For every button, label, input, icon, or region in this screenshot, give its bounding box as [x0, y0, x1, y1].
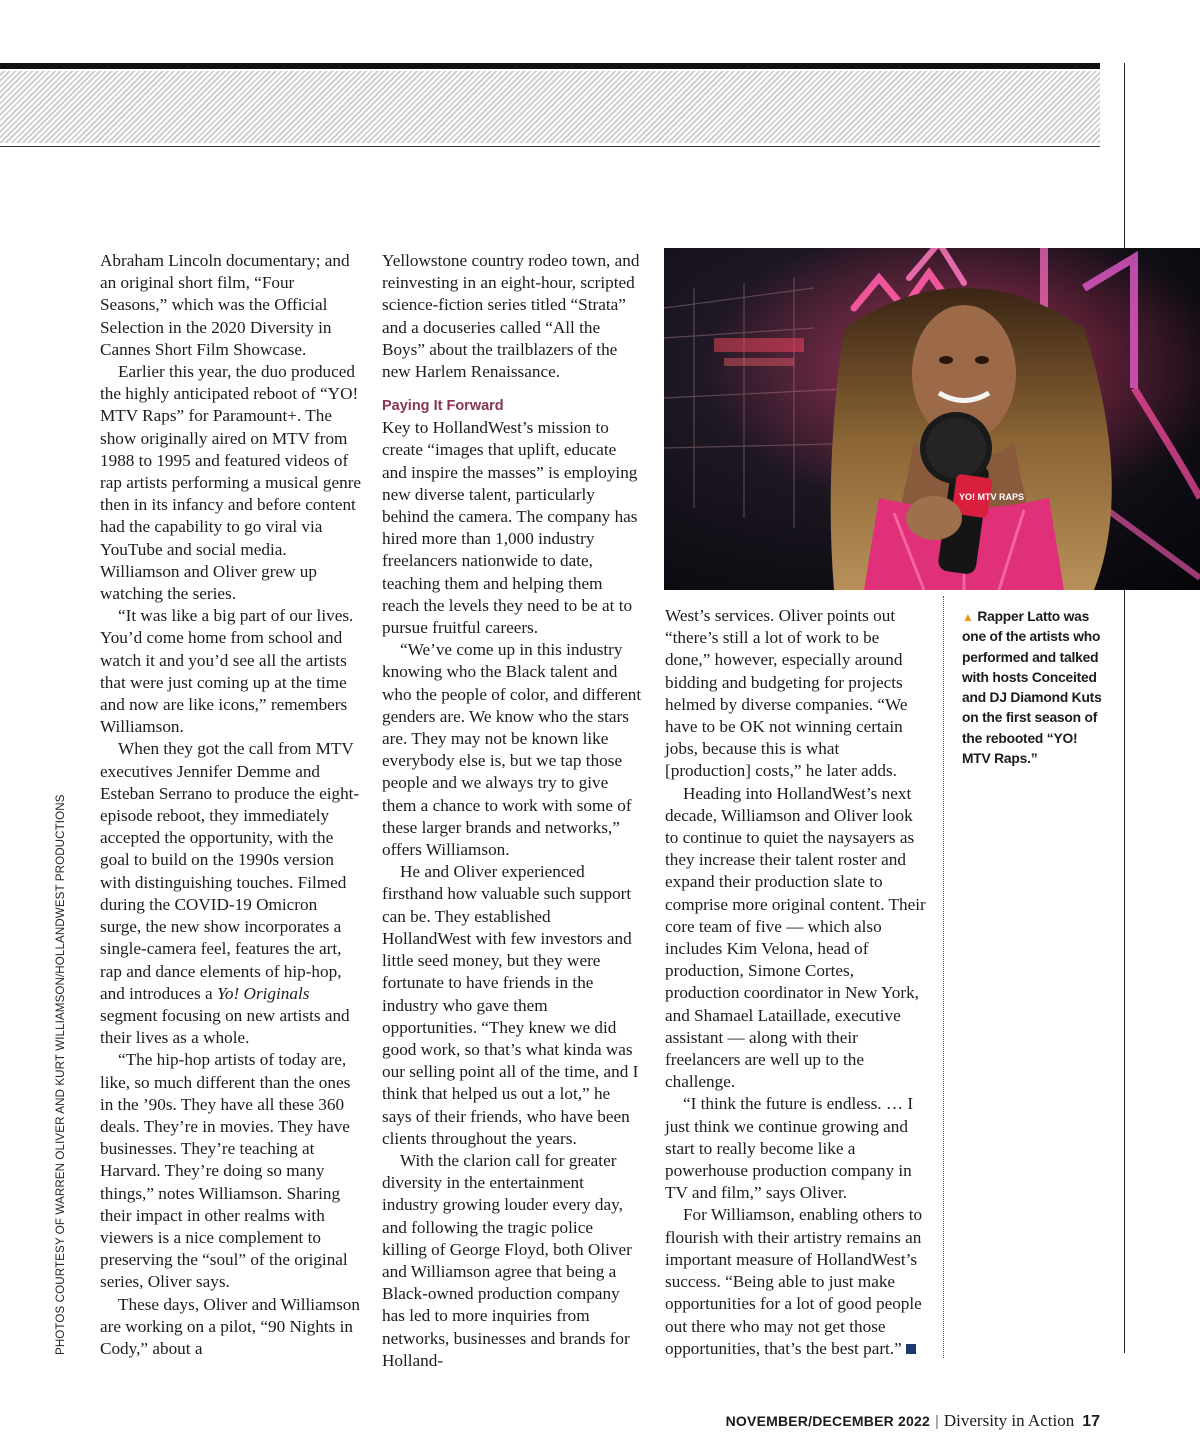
page-footer: [726, 1411, 1100, 1431]
photo-illustration: [664, 248, 1200, 590]
photo-caption: [962, 607, 1102, 769]
paragraph: “We’ve come up in this industry knowing who the Black talent and who the people of color, and different genders are. We know who the stars are. They may not be known like everybody else is, but we tap those people and we always try to give them a chance to work with some of these larger brands and networks,” offers Williamson.: [382, 640, 642, 860]
paragraph: Heading into HollandWest’s next decade, Williamson and Oliver look to continue to quiet the naysayers as they increase their talent roster and expand their production slate to comprise more original content. Their core team of five — which also includes Kim Velona, head of production, Simone Cortes, production coordinator in New York, and Shamael Lataillade, executive assistant — along with their freelancers are well up to the challenge.: [665, 783, 926, 1092]
mic-flag-text: YO! MTV RAPS: [959, 492, 1025, 502]
caption-text: Rapper Latto was one of the artists who performed and talked with hosts Conceited and DJ Diamond Kuts on the first season of the rebooted “YO! MTV Raps.”: [962, 609, 1102, 767]
paragraph: Earlier this year, the duo produced the highly anticipated reboot of “YO! MTV Raps” for Paramount+. The show originally aired on MTV from 1988 to 1995 and featured videos of rap artists performing a musical genre then in its infancy and before content had the capability to go viral via YouTube and social media. Williamson and Oliver grew up watching the series.: [100, 362, 362, 604]
magazine-name: Diversity in Action: [943, 1411, 1075, 1430]
section-subhead: Paying It Forward: [382, 398, 504, 415]
end-mark-icon: [906, 1344, 916, 1354]
article-column-2: [382, 250, 642, 1372]
photo-rapper-latto: [664, 248, 1200, 590]
show-title-italic: Yo! Originals: [216, 983, 310, 1003]
caption-triangle-icon: ▲: [962, 610, 974, 624]
paragraph: West’s services. Oliver points out “there’s still a lot of work to be done,” however, especially around bidding and budgeting for projects helmed by diverse companies. “We have to be OK not winning certain jobs, because this is what [production] costs,” he later adds.: [665, 606, 908, 781]
paragraph: He and Oliver experienced firsthand how valuable such support can be. They established HollandWest with few investors and little seed money, but they were fortunate to have friends in the industry who gave them opportunities. “They knew we did good work, so that’s what kinda was our selling point all of the time, and I think that helped us out a lot,” he says of their friends, who have been clients throughout the years.: [382, 862, 639, 1148]
header-rule: [0, 146, 1100, 147]
paragraph: Abraham Lincoln documentary; and an original short film, “Four Seasons,” which was the Official Selection in the 2020 Diversity in Cannes Short Film Showcase.: [100, 251, 350, 359]
page-number: 17: [1082, 1413, 1100, 1430]
paragraph: With the clarion call for greater diversity in the entertainment industry growing louder every day, and following the tragic police killing of George Floyd, both Oliver and Williamson agree that being a Black-owned production company has led to more inquiries from networks, businesses and brands for Holland-: [382, 1150, 632, 1370]
closing-paragraph-text: For Williamson, enabling others to flourish with their artistry remains an important measure of HollandWest’s success. “Being able to just make opportunities for a lot of good people out there who may not get those opportunities, that’s the best part.”: [665, 1205, 923, 1358]
paragraph: Key to HollandWest’s mission to create “images that uplift, educate and inspire the masses” is employing new diverse talent, particularly behind the camera. The company has hired more than 1,000 industry freelancers nationwide to date, teaching them and helping them reach the levels they need to be at to pursue fruitful careers.: [382, 418, 638, 638]
header-black-bar: [0, 63, 1100, 69]
paragraph: “I think the future is endless. … I just think we continue growing and start to really become like a powerhouse production company in TV and film,” says Oliver.: [665, 1094, 914, 1203]
header-striped-band: [0, 71, 1100, 143]
paragraph-text: When they got the call from MTV executives Jennifer Demme and Esteban Serrano to produce the eight-episode reboot, they immediately accepted the opportunity, with the goal to build on the 1990s version with distinguishing touches. Filmed during the COVID-19 Omicron surge, the new show incorporates a single-camera feel, features the art, rap and dance elements of hip-hop, and introduces a: [100, 739, 360, 1003]
paragraph: “It was like a big part of our lives. You’d come home from school and watch it and you’d see all the artists that were just coming up at the time and now are like icons,” remembers Williamson.: [100, 606, 354, 737]
paragraph: [100, 738, 362, 1049]
caption-divider: [943, 596, 944, 1358]
paragraph: Yellowstone country rodeo town, and reinvesting in an eight-hour, scripted science-fiction series titled “Strata” and a docuseries called “All the Boys” about the trailblazers of the new Harlem Renaissance.: [382, 251, 640, 382]
footer-separator: |: [934, 1413, 939, 1430]
paragraph-text-tail: segment focusing on new artists and their lives as a whole.: [100, 1005, 350, 1048]
photo-credit: PHOTOS COURTESY OF WARREN OLIVER AND KURT WILLIAMSON/HOLLANDWEST PRODUCTIONS: [54, 794, 67, 1355]
paragraph: [665, 1204, 927, 1359]
paragraph: “The hip-hop artists of today are, like, so much different than the ones in the ’90s. They have all these 360 deals. They’re in movies. They have businesses. They’re teaching at Harvard. They’re doing so many things,” notes Williamson. Sharing their impact in other realms with viewers is a nice complement to preserving the “soul” of the original series, Oliver says.: [100, 1050, 351, 1292]
paragraph: These days, Oliver and Williamson are working on a pilot, “90 Nights in Cody,” about a: [100, 1294, 360, 1358]
article-column-3: [665, 605, 927, 1360]
article-column-1: [100, 250, 362, 1360]
issue-date: NOVEMBER/DECEMBER 2022: [725, 1413, 930, 1429]
